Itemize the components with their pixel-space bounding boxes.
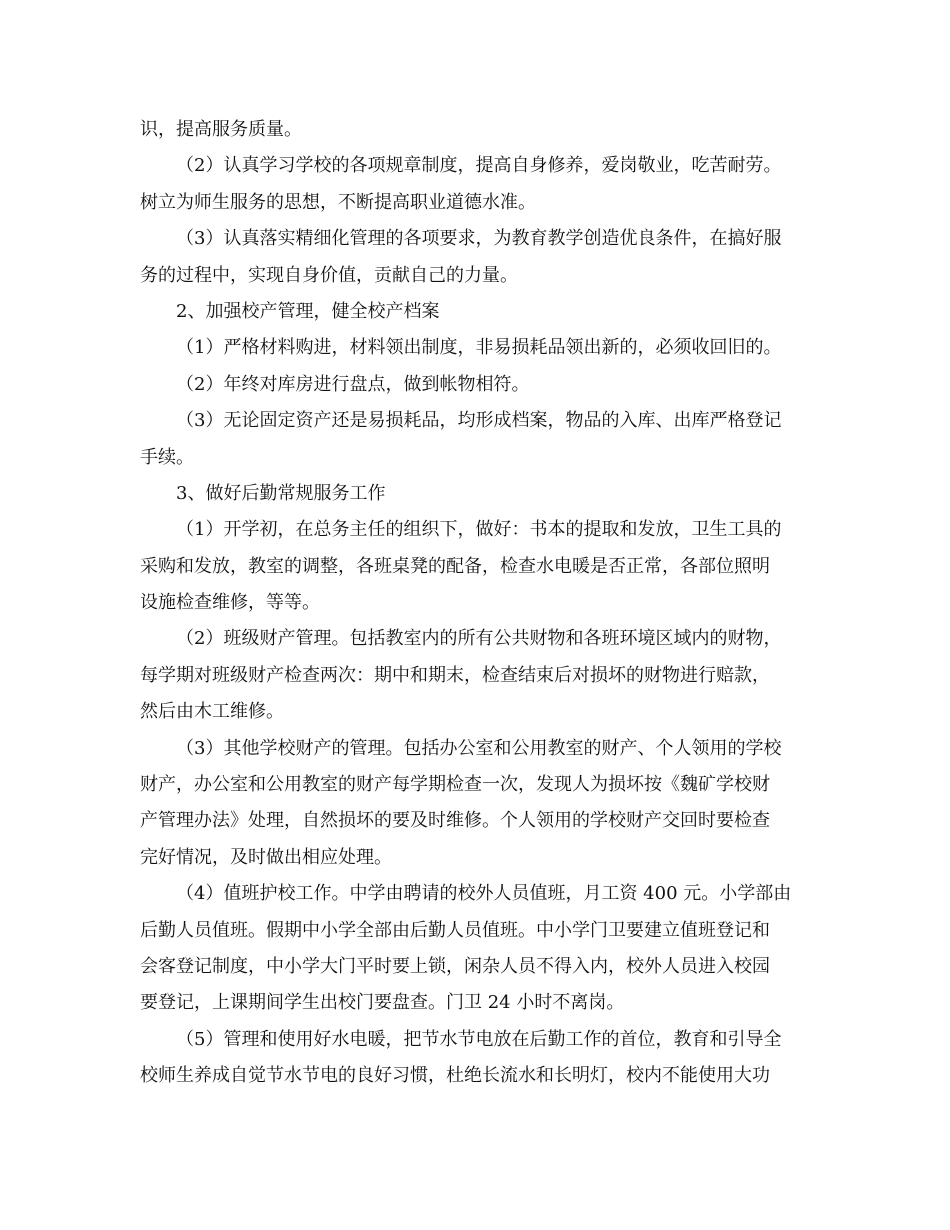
text-line: （2）年终对库房进行盘点，做到帐物相符。 bbox=[176, 373, 530, 395]
paragraph bbox=[140, 476, 810, 512]
text-line: （3）其他学校财产的管理。包括办公室和公用教室的财产、个人领用的学校 bbox=[176, 737, 782, 759]
text-line: 设施检查维修，等等。 bbox=[140, 592, 320, 614]
text-line: 树立为师生服务的思想，不断提高职业道德水准。 bbox=[140, 191, 536, 213]
text-line: 务的过程中，实现自身价值，贡献自己的力量。 bbox=[140, 264, 518, 286]
text-line: 2、加强校产管理，健全校产档案 bbox=[176, 300, 440, 322]
text-line: 手续。 bbox=[140, 446, 194, 468]
paragraph bbox=[140, 403, 810, 476]
text-line: 采购和发放，教室的调整，各班桌凳的配备，检查水电暖是否正常，各部位照明 bbox=[140, 555, 770, 577]
paragraph bbox=[140, 621, 810, 730]
text-line: 每学期对班级财产检查两次：期中和期末，检查结束后对损坏的财物进行赔款， bbox=[140, 664, 770, 686]
text-line: （3）无论固定资产还是易损耗品，均形成档案，物品的入库、出库严格登记 bbox=[176, 410, 782, 432]
text-line: 识，提高服务质量。 bbox=[140, 119, 302, 140]
paragraph bbox=[140, 112, 810, 148]
text-line: 产管理办法》处理，自然损坏的要及时维修。个人领用的学校财产交回时要检查 bbox=[140, 810, 770, 832]
text-line: （2）班级财产管理。包括教室内的所有公共财物和各班环境区域内的财物， bbox=[176, 628, 782, 650]
text-line: 然后由木工维修。 bbox=[140, 701, 284, 723]
text-line: （3）认真落实精细化管理的各项要求，为教育教学创造优良条件，在搞好服 bbox=[176, 228, 782, 250]
text-line: （4）值班护校工作。中学由聘请的校外人员值班，月工资 400 元。小学部由 bbox=[176, 883, 792, 905]
text-line: 会客登记制度，中小学大门平时要上锁，闲杂人员不得入内，校外人员进入校园 bbox=[140, 955, 770, 977]
text-line: 完好情况，及时做出相应处理。 bbox=[140, 846, 392, 868]
paragraph bbox=[140, 221, 810, 294]
text-line: （1）严格材料购进，材料领出制度，非易损耗品领出新的，必须收回旧的。 bbox=[176, 337, 782, 359]
paragraph bbox=[140, 294, 810, 330]
paragraph bbox=[140, 367, 810, 403]
text-line: （2）认真学习学校的各项规章制度，提高自身修养，爱岗敬业，吃苦耐劳。 bbox=[176, 155, 782, 177]
text-line: （5）管理和使用好水电暖，把节水节电放在后勤工作的首位，教育和引导全 bbox=[176, 1028, 782, 1050]
paragraph bbox=[140, 876, 810, 1022]
text-line: 要登记，上课期间学生出校门要盘查。门卫 24 小时不离岗。 bbox=[140, 992, 625, 1014]
paragraph bbox=[140, 330, 810, 366]
text-line: 校师生养成自觉节水节电的良好习惯，杜绝长流水和长明灯，校内不能使用大功 bbox=[140, 1065, 770, 1087]
paragraph bbox=[140, 731, 810, 877]
document-body bbox=[140, 112, 810, 1095]
text-line: 后勤人员值班。假期中小学全部由后勤人员值班。中小学门卫要建立值班登记和 bbox=[140, 919, 770, 941]
paragraph bbox=[140, 512, 810, 621]
paragraph bbox=[140, 1022, 810, 1095]
text-line: （1）开学初，在总务主任的组织下，做好：书本的提取和发放，卫生工具的 bbox=[176, 519, 782, 541]
text-line: 3、做好后勤常规服务工作 bbox=[176, 482, 386, 504]
paragraph bbox=[140, 148, 810, 221]
text-line: 财产，办公室和公用教室的财产每学期检查一次，发现人为损坏按《魏矿学校财 bbox=[140, 774, 770, 796]
